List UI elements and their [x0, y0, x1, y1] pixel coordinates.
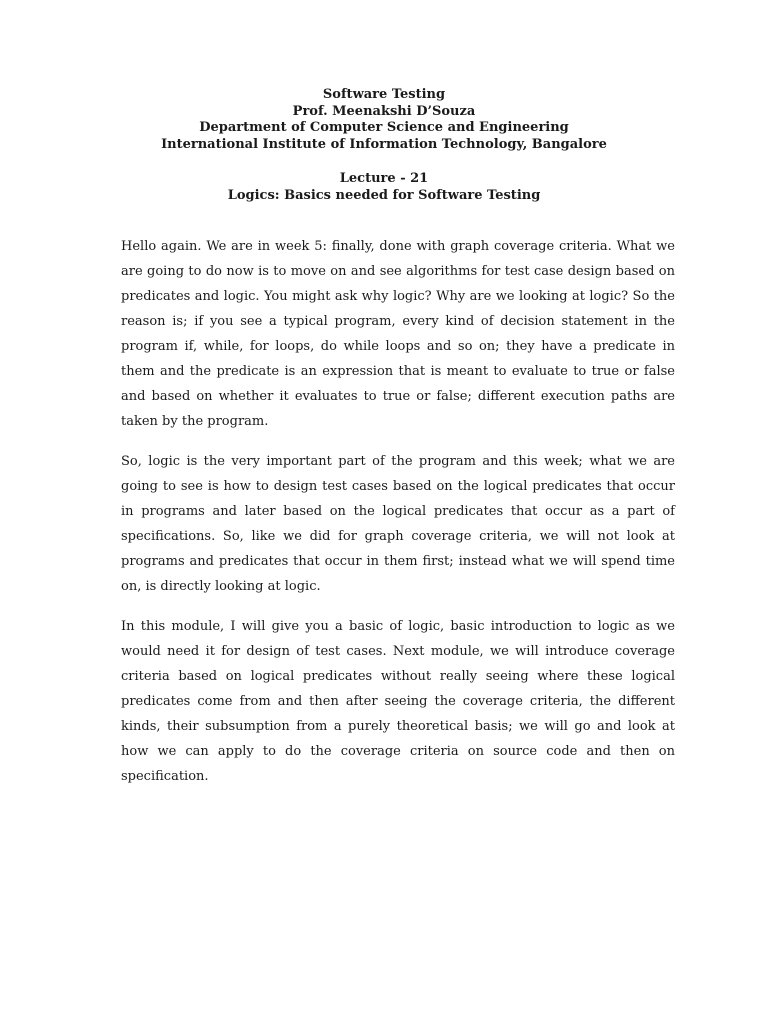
- institute-name: International Institute of Information Technology, Bangalore: [161, 136, 607, 152]
- paragraph: In this module, I will give you a basic of logic, basic introduction to logic as we would need it for design of test cases. Next module, we will introduce coverage criteria based on logical predicates without really seeing where these logical predicates come from and then after seeing the coverage criteria, the different kinds, their subsumption from a purely theoretical basis; we will go and look at how we can apply to do the coverage criteria on source code and then on specification.: [121, 619, 675, 784]
- professor-name: Prof. Meenakshi D’Souza: [292, 103, 476, 119]
- course-title: Software Testing: [322, 87, 446, 102]
- paragraph: So, logic is the very important part of the program and this week; what we are going to see is how to design test cases based on the logical predicates that occur in programs and later based on the logical predicates that occur as a part of specifications. So, like we did for graph coverage criteria, we will not look at programs and predicates that occur in them first; instead what we will spend time on, is directly looking at logic.: [121, 454, 675, 594]
- department-name: Department of Computer Science and Engineering: [199, 120, 569, 135]
- transcript-body: [121, 234, 675, 804]
- paragraph: Hello again. We are in week 5: finally, done with graph coverage criteria. What we are going to do now is to move on and see algorithms for test case design based on predicates and logic. You might ask why logic? Why are we looking at logic? So the reason is; if you see a typical program, every kind of decision statement in the program if, while, for loops, do while loops and so on; they have a predicate in them and the predicate is an expression that is meant to evaluate to true or false and based on whether it evaluates to true or false; different execution paths are taken by the program.: [121, 239, 675, 429]
- lecture-number: Lecture - 21: [339, 171, 429, 186]
- lecture-heading: [0, 171, 768, 204]
- lecture-title: Logics: Basics needed for Software Testing: [227, 187, 541, 203]
- document-header: [0, 87, 768, 153]
